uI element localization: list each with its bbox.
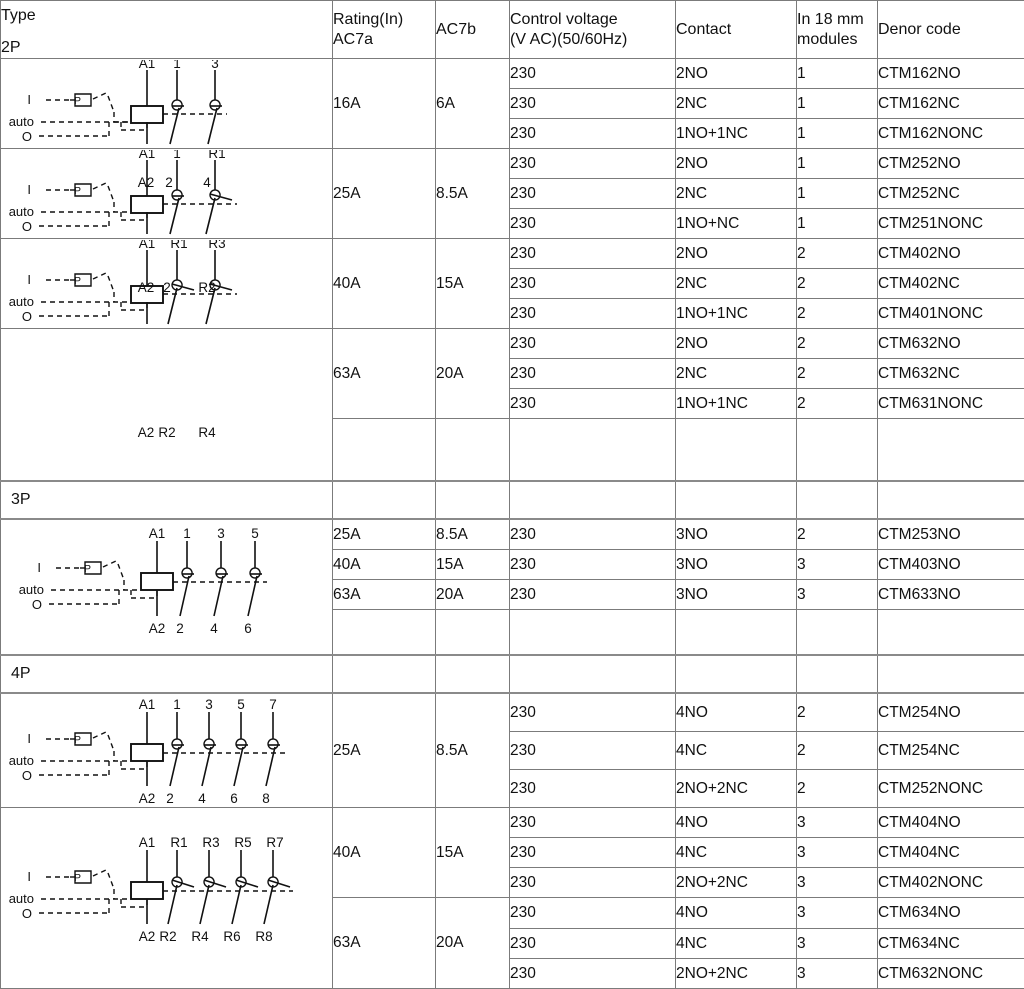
- cell-contact: 1NO+NC: [676, 209, 797, 239]
- cell-contact: 4NC: [676, 929, 797, 959]
- cell-code: CTM251NONC: [878, 209, 1024, 239]
- cell-code: CTM633NO: [878, 580, 1024, 610]
- cell-contact: 4NO: [676, 693, 797, 732]
- cell-voltage: 230: [510, 732, 676, 770]
- cell-ac7a: 40A: [333, 239, 436, 329]
- cell-contact: 3NO: [676, 519, 797, 550]
- terminal-label-bottom-2: R2: [198, 280, 215, 295]
- cell-empty: [510, 419, 676, 482]
- cell-modules: 2: [797, 770, 878, 808]
- terminal-label-a2: A2: [138, 280, 155, 295]
- column-header-modules: [797, 1, 878, 59]
- cell-modules: 2: [797, 299, 878, 329]
- cell-empty: [797, 481, 878, 519]
- cell-voltage: 230: [510, 299, 676, 329]
- cell-voltage: 230: [510, 119, 676, 149]
- selector-label-i: I: [27, 869, 31, 884]
- terminal-label-top-1: 1: [173, 60, 181, 71]
- cell-voltage: 230: [510, 179, 676, 209]
- column-header-rating-ac7a: [333, 1, 436, 59]
- selector-label-i: I: [27, 731, 31, 746]
- terminal-label-a1: A1: [149, 526, 166, 541]
- diagram-svg: [1, 60, 333, 147]
- cell-modules: 2: [797, 693, 878, 732]
- cell-modules: 2: [797, 329, 878, 359]
- cell-voltage: 230: [510, 770, 676, 808]
- terminal-label-a2: A2: [138, 175, 155, 190]
- cell-ac7a: 63A: [333, 580, 436, 610]
- terminal-label-top-3: R5: [234, 835, 251, 850]
- header-rating-line2: AC7a: [333, 30, 435, 50]
- cell-code: CTM254NC: [878, 732, 1024, 770]
- cell-modules: 1: [797, 59, 878, 89]
- cell-ac7b: 8.5A: [436, 149, 510, 239]
- selector-label-auto: auto: [9, 891, 34, 906]
- cell-empty: [878, 610, 1024, 656]
- cell-modules: 1: [797, 149, 878, 179]
- terminal-label-top-3: 5: [251, 526, 259, 541]
- cell-voltage: 230: [510, 89, 676, 119]
- terminal-label-a1: A1: [139, 835, 156, 850]
- selector-label-o: O: [22, 219, 32, 234]
- cell-code: CTM634NO: [878, 898, 1024, 929]
- selector-label-o: O: [22, 129, 32, 144]
- header-modules-line1: In 18 mm: [797, 10, 877, 30]
- table-row: [1, 329, 1024, 359]
- cell-empty: [878, 655, 1024, 693]
- cell-voltage: 230: [510, 580, 676, 610]
- cell-voltage: 230: [510, 59, 676, 89]
- section-3p: [1, 481, 1024, 655]
- cell-code: CTM403NO: [878, 550, 1024, 580]
- cell-empty: [676, 419, 797, 482]
- selector-symbol-p: P: [74, 872, 81, 884]
- terminal-label-bottom-3: 6: [230, 791, 238, 806]
- cell-modules: 3: [797, 808, 878, 838]
- terminal-label-a1: A1: [139, 697, 156, 712]
- cell-ac7a: 63A: [333, 329, 436, 419]
- cell-empty: [797, 419, 878, 482]
- selector-label-auto: auto: [9, 204, 34, 219]
- cell-voltage: 230: [510, 209, 676, 239]
- cell-ac7a: 16A: [333, 59, 436, 149]
- cell-modules: 2: [797, 732, 878, 770]
- table-row: [1, 693, 1024, 732]
- cell-empty: [333, 610, 436, 656]
- cell-contact: 2NO: [676, 149, 797, 179]
- cell-code: CTM252NONC: [878, 770, 1024, 808]
- cell-voltage: 230: [510, 868, 676, 898]
- cell-voltage: 230: [510, 550, 676, 580]
- cell-voltage: 230: [510, 359, 676, 389]
- selector-label-auto: auto: [19, 582, 44, 597]
- wiring-diagram-4p-4nc: [1, 808, 333, 989]
- cell-code: CTM162NO: [878, 59, 1024, 89]
- cell-code: CTM402NO: [878, 239, 1024, 269]
- terminal-label-bottom-1: R2: [158, 425, 175, 440]
- header-contact-label: Contact: [676, 20, 796, 40]
- table-row: [1, 149, 1024, 179]
- section-4p: [1, 655, 1024, 989]
- selector-symbol-p: P: [74, 95, 81, 107]
- cell-ac7b: 20A: [436, 898, 510, 989]
- terminal-label-a2: A2: [138, 425, 155, 440]
- diagram-svg: [1, 150, 333, 237]
- cell-code: CTM252NO: [878, 149, 1024, 179]
- selector-symbol-p: P: [74, 275, 81, 287]
- cell-voltage: 230: [510, 329, 676, 359]
- cell-modules: 2: [797, 519, 878, 550]
- column-header-control-voltage: [510, 1, 676, 59]
- table-row: [1, 519, 1024, 550]
- cell-code: CTM401NONC: [878, 299, 1024, 329]
- terminal-label-bottom-1: 2: [176, 621, 184, 636]
- terminal-label-top-2: 3: [205, 697, 213, 712]
- selector-label-i: I: [37, 560, 41, 575]
- cell-contact: 2NC: [676, 269, 797, 299]
- cell-contact: 2NO: [676, 59, 797, 89]
- cell-code: CTM632NO: [878, 329, 1024, 359]
- cell-empty: [436, 655, 510, 693]
- cell-voltage: 230: [510, 808, 676, 838]
- cell-code: CTM162NONC: [878, 119, 1024, 149]
- cell-contact: 2NC: [676, 359, 797, 389]
- selector-symbol-p: P: [74, 734, 81, 746]
- cell-modules: 3: [797, 580, 878, 610]
- diagram-svg: [1, 694, 333, 807]
- cell-contact: 2NO+2NC: [676, 770, 797, 808]
- cell-ac7a: 40A: [333, 808, 436, 898]
- terminal-label-bottom-4: 8: [262, 791, 270, 806]
- cell-empty: [333, 481, 436, 519]
- cell-code: CTM253NO: [878, 519, 1024, 550]
- cell-code: CTM632NONC: [878, 959, 1024, 989]
- cell-contact: 1NO+1NC: [676, 389, 797, 419]
- cell-voltage: 230: [510, 519, 676, 550]
- table-row: [1, 808, 1024, 838]
- cell-modules: 3: [797, 838, 878, 868]
- cell-code: CTM402NC: [878, 269, 1024, 299]
- cell-empty: [436, 610, 510, 656]
- column-header-type: [1, 1, 333, 59]
- cell-contact: 1NO+1NC: [676, 119, 797, 149]
- selector-label-o: O: [32, 597, 42, 612]
- header-ac7b-label: AC7b: [436, 20, 509, 40]
- cell-empty: [333, 655, 436, 693]
- table-row: [1, 59, 1024, 89]
- cell-voltage: 230: [510, 959, 676, 989]
- section-divider-3p: [1, 481, 1024, 519]
- cell-empty: [436, 419, 510, 482]
- column-header-denor-code: [878, 1, 1024, 59]
- column-header-contact: [676, 1, 797, 59]
- cell-code: CTM632NC: [878, 359, 1024, 389]
- diagram-spacer-2p: [1, 329, 333, 482]
- cell-empty: [797, 610, 878, 656]
- selector-label-i: I: [27, 92, 31, 107]
- table-row: [1, 239, 1024, 269]
- header-rating-line1: Rating(In): [333, 10, 435, 30]
- cell-contact: 2NC: [676, 89, 797, 119]
- cell-voltage: 230: [510, 269, 676, 299]
- cell-empty: [333, 419, 436, 482]
- cell-voltage: 230: [510, 693, 676, 732]
- terminal-label-top-4: R7: [266, 835, 283, 850]
- selector-label-o: O: [22, 906, 32, 921]
- cell-contact: 3NO: [676, 580, 797, 610]
- cell-empty: [878, 481, 1024, 519]
- wiring-diagram-2p-1no1nc: [1, 149, 333, 239]
- section-label-3p: 3P: [1, 481, 333, 519]
- selector-label-o: O: [22, 309, 32, 324]
- terminal-label-top-2: R1: [208, 150, 225, 161]
- selector-label-auto: auto: [9, 753, 34, 768]
- terminal-label-top-2: R3: [208, 240, 225, 251]
- cell-modules: 3: [797, 929, 878, 959]
- cell-contact: 1NO+1NC: [676, 299, 797, 329]
- terminal-label-top-1: 1: [183, 526, 191, 541]
- section-2p: [1, 59, 1024, 482]
- wiring-diagram-2p-2nc: [1, 239, 333, 329]
- section-label-4p: 4P: [1, 655, 333, 693]
- terminal-label-top-2: R3: [202, 835, 219, 850]
- terminal-label-a1: A1: [139, 60, 156, 71]
- cell-code: CTM162NC: [878, 89, 1024, 119]
- selector-label-i: I: [27, 272, 31, 287]
- diagram-svg-spacer: [1, 347, 333, 462]
- cell-contact: 4NC: [676, 838, 797, 868]
- wiring-diagram-3p-3no: [1, 519, 333, 655]
- cell-contact: 4NC: [676, 732, 797, 770]
- cell-ac7a: 25A: [333, 693, 436, 808]
- cell-empty: [676, 655, 797, 693]
- cell-voltage: 230: [510, 239, 676, 269]
- column-header-ac7b: [436, 1, 510, 59]
- terminal-label-bottom-1: 2: [165, 175, 173, 190]
- cell-modules: 2: [797, 359, 878, 389]
- terminal-label-a2: A2: [149, 621, 166, 636]
- header-code-label: Denor code: [878, 20, 1024, 40]
- cell-modules: 3: [797, 898, 878, 929]
- header-type-label: Type: [1, 6, 332, 26]
- diagram-svg: [1, 240, 333, 327]
- terminal-label-bottom-2: R4: [198, 425, 216, 440]
- terminal-label-top-2: 3: [217, 526, 225, 541]
- cell-empty: [436, 481, 510, 519]
- diagram-svg: [1, 808, 333, 988]
- cell-code: CTM404NC: [878, 838, 1024, 868]
- cell-empty: [510, 655, 676, 693]
- cell-contact: 2NO+2NC: [676, 959, 797, 989]
- table-header: [1, 1, 1024, 59]
- selector-label-o: O: [22, 768, 32, 783]
- terminal-label-top-3: 5: [237, 697, 245, 712]
- cell-contact: 3NO: [676, 550, 797, 580]
- cell-modules: 3: [797, 868, 878, 898]
- terminal-label-bottom-2: 4: [203, 175, 211, 190]
- cell-modules: 1: [797, 209, 878, 239]
- cell-voltage: 230: [510, 898, 676, 929]
- cell-modules: 1: [797, 89, 878, 119]
- cell-contact: 2NC: [676, 179, 797, 209]
- cell-contact: 2NO: [676, 329, 797, 359]
- terminal-label-bottom-1: 2: [163, 280, 171, 295]
- cell-ac7b: 15A: [436, 808, 510, 898]
- terminal-label-bottom-1: 2: [166, 791, 174, 806]
- cell-modules: 2: [797, 239, 878, 269]
- cell-empty: [797, 655, 878, 693]
- terminal-label-bottom-2: 4: [210, 621, 218, 636]
- cell-ac7b: 20A: [436, 329, 510, 419]
- cell-modules: 2: [797, 269, 878, 299]
- cell-code: CTM252NC: [878, 179, 1024, 209]
- cell-ac7a: 63A: [333, 898, 436, 989]
- cell-ac7a: 25A: [333, 519, 436, 550]
- header-type-sub: 2P: [1, 38, 332, 58]
- cell-contact: 2NO: [676, 239, 797, 269]
- cell-empty: [676, 610, 797, 656]
- terminal-label-bottom-1: R2: [159, 929, 176, 944]
- cell-empty: [510, 481, 676, 519]
- cell-modules: 2: [797, 389, 878, 419]
- header-voltage-line1: Control voltage: [510, 10, 675, 30]
- terminal-label-bottom-2: 4: [198, 791, 206, 806]
- selector-label-auto: auto: [9, 114, 34, 129]
- terminal-label-a2: A2: [139, 929, 156, 944]
- terminal-label-bottom-3: 6: [244, 621, 252, 636]
- section-divider-4p: [1, 655, 1024, 693]
- cell-empty: [510, 610, 676, 656]
- cell-code: CTM631NONC: [878, 389, 1024, 419]
- selector-label-auto: auto: [9, 294, 34, 309]
- cell-code: CTM254NO: [878, 693, 1024, 732]
- cell-empty: [878, 419, 1024, 482]
- cell-ac7a: 40A: [333, 550, 436, 580]
- cell-contact: 2NO+2NC: [676, 868, 797, 898]
- cell-code: CTM402NONC: [878, 868, 1024, 898]
- cell-ac7b: 15A: [436, 239, 510, 329]
- cell-modules: 1: [797, 179, 878, 209]
- cell-code: CTM404NO: [878, 808, 1024, 838]
- terminal-label-bottom-3: R6: [223, 929, 240, 944]
- cell-modules: 1: [797, 119, 878, 149]
- wiring-diagram-2p-2no: [1, 59, 333, 149]
- cell-ac7b: 8.5A: [436, 693, 510, 808]
- cell-voltage: 230: [510, 929, 676, 959]
- diagram-svg: [1, 521, 333, 653]
- terminal-label-top-4: 7: [269, 697, 277, 712]
- cell-contact: 4NO: [676, 898, 797, 929]
- cell-ac7a: 25A: [333, 149, 436, 239]
- terminal-label-a1: A1: [139, 150, 156, 161]
- cell-modules: 3: [797, 959, 878, 989]
- cell-ac7b: 6A: [436, 59, 510, 149]
- terminal-label-top-1: 1: [173, 150, 181, 161]
- terminal-label-a1: A1: [139, 240, 156, 251]
- cell-voltage: 230: [510, 149, 676, 179]
- selector-label-i: I: [27, 182, 31, 197]
- cell-voltage: 230: [510, 389, 676, 419]
- cell-code: CTM634NC: [878, 929, 1024, 959]
- cell-empty: [676, 481, 797, 519]
- header-voltage-line2: (V AC)(50/60Hz): [510, 30, 675, 50]
- header-modules-line2: modules: [797, 30, 877, 50]
- selector-symbol-p: P: [74, 185, 81, 197]
- cell-ac7b: 15A: [436, 550, 510, 580]
- terminal-label-top-1: R1: [170, 835, 187, 850]
- wiring-diagram-4p-4no: [1, 693, 333, 808]
- cell-ac7b: 20A: [436, 580, 510, 610]
- selector-symbol-p: P: [84, 563, 91, 575]
- terminal-label-bottom-4: R8: [255, 929, 272, 944]
- cell-ac7b: 8.5A: [436, 519, 510, 550]
- terminal-label-top-1: 1: [173, 697, 181, 712]
- terminal-label-top-2: 3: [211, 60, 219, 71]
- terminal-label-top-1: R1: [170, 240, 187, 251]
- cell-modules: 3: [797, 550, 878, 580]
- cell-voltage: 230: [510, 838, 676, 868]
- terminal-label-a2: A2: [139, 791, 156, 806]
- cell-contact: 4NO: [676, 808, 797, 838]
- terminal-label-bottom-2: R4: [191, 929, 209, 944]
